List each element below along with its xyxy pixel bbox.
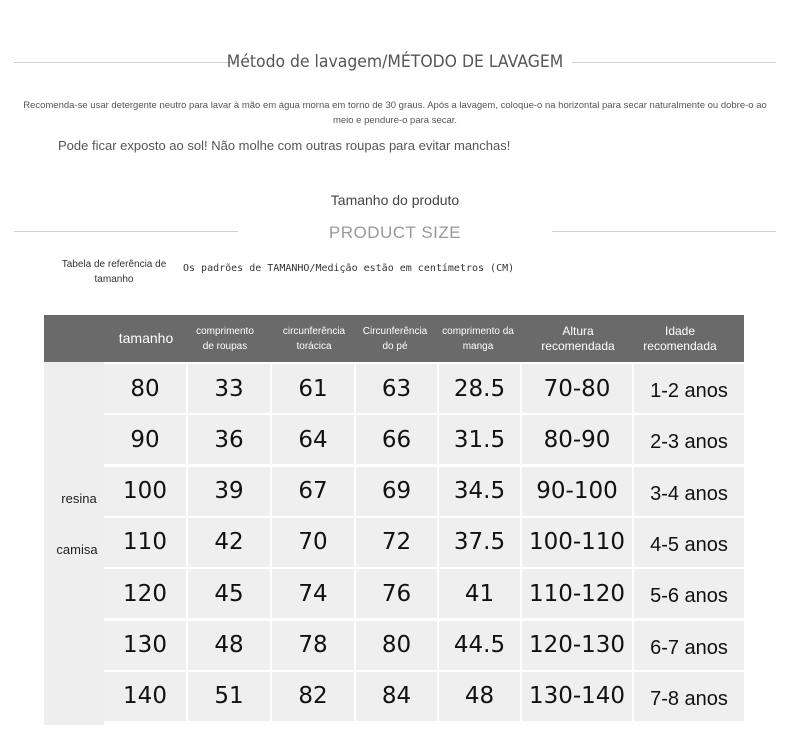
cell-age: 6-7 anos (634, 621, 744, 670)
product-size-title: Tamanho do produto (330, 192, 460, 208)
cell-chest: 64 (272, 415, 354, 464)
cell-chest: 67 (272, 467, 354, 516)
cell-age: 3-4 anos (634, 467, 744, 516)
header-age: Idade recomendada (643, 323, 717, 353)
cell-sleeve: 28.5 (439, 364, 520, 413)
cell-sleeve: 44.5 (439, 621, 520, 670)
header-size: tamanho (118, 330, 174, 346)
product-size-subtitle: PRODUCT SIZE (328, 223, 462, 242)
cell-chest: 61 (272, 364, 354, 413)
cell-size: 120 (104, 569, 186, 618)
table-header (44, 315, 744, 362)
cell-height: 100-110 (522, 518, 632, 567)
header-length: comprimento de roupas (196, 325, 254, 352)
cell-length: 45 (188, 569, 270, 618)
header-foot: Circunferência do pé (362, 325, 428, 352)
cell-length: 36 (188, 415, 270, 464)
cell-size: 90 (104, 415, 186, 464)
cell-size: 80 (104, 364, 186, 413)
cell-sleeve: 48 (439, 672, 520, 721)
cell-foot: 80 (356, 621, 437, 670)
cell-height: 70-80 (522, 364, 632, 413)
cell-foot: 69 (356, 467, 437, 516)
cell-length: 42 (188, 518, 270, 567)
cell-sleeve: 31.5 (439, 415, 520, 464)
cell-foot: 76 (356, 569, 437, 618)
cell-foot: 66 (356, 415, 437, 464)
cell-chest: 74 (272, 569, 354, 618)
cell-height: 80-90 (522, 415, 632, 464)
side-label-camisa: camisa (56, 542, 98, 557)
cell-age: 2-3 anos (634, 415, 744, 464)
washing-title: Método de lavagem/MÉTODO DE LAVAGEM (226, 52, 564, 72)
cell-size: 100 (104, 467, 186, 516)
cell-height: 110-120 (522, 569, 632, 618)
cell-height: 90-100 (522, 467, 632, 516)
cell-age: 1-2 anos (634, 364, 744, 413)
cell-length: 51 (188, 672, 270, 721)
header-height: Altura recomendada (541, 323, 615, 353)
cell-chest: 82 (272, 672, 354, 721)
size-table (44, 315, 744, 725)
cell-size: 110 (104, 518, 186, 567)
cell-size: 140 (104, 672, 186, 721)
cell-age: 5-6 anos (634, 569, 744, 618)
washing-description: Recomenda-se usar detergente neutro para lavar à mão em água morna em torno de 30 graus. Após a lavagem, coloque-o na horizontal para secar naturalmente ou dobre-o ao meio e pendure-o para secar. (23, 100, 767, 126)
header-chest: circunferência torácica (282, 325, 346, 352)
cell-chest: 70 (272, 518, 354, 567)
cell-length: 39 (188, 467, 270, 516)
cell-sleeve: 34.5 (439, 467, 520, 516)
cell-age: 4-5 anos (634, 518, 744, 567)
cell-height: 120-130 (522, 621, 632, 670)
washing-note: Pode ficar exposto ao sol! Não molhe com outras roupas para evitar manchas! (58, 138, 511, 153)
size-reference-label: Tabela de referência de tamanho (61, 259, 167, 285)
cell-length: 48 (188, 621, 270, 670)
cell-foot: 72 (356, 518, 437, 567)
cell-sleeve: 37.5 (439, 518, 520, 567)
cell-size: 130 (104, 621, 186, 670)
measurement-standard-note: Os padrões de TAMANHO/Medição estão em centímetros (CM) (183, 263, 515, 274)
cell-foot: 84 (356, 672, 437, 721)
header-sleeve: comprimento da manga (442, 325, 514, 352)
cell-chest: 78 (272, 621, 354, 670)
cell-foot: 63 (356, 364, 437, 413)
cell-age: 7-8 anos (634, 672, 744, 721)
cell-length: 33 (188, 364, 270, 413)
cell-height: 130-140 (522, 672, 632, 721)
side-label-resina: resina (61, 491, 97, 506)
cell-sleeve: 41 (439, 569, 520, 618)
